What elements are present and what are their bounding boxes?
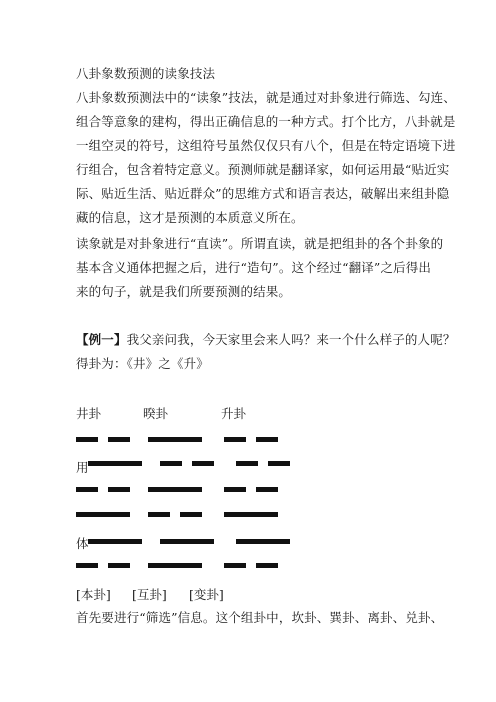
yin-line-segment bbox=[76, 487, 98, 492]
label-hu: [互卦] bbox=[132, 587, 167, 602]
yin-line-segment bbox=[108, 487, 130, 492]
yang-line bbox=[76, 512, 130, 517]
final-paragraph-line: 首先要进行“筛选”信息。这个组卦中，坎卦、巽卦、离卦、兑卦、 bbox=[76, 610, 444, 625]
body-marker: 体 bbox=[76, 536, 89, 551]
paragraph-line: 一组空灵的符号，这组符号虽然仅仅只有八个，但是在特定语境下进 bbox=[76, 138, 456, 153]
paragraph-line: 基本含义通体把握之后，进行“造句”。这个经过“翻译”之后得出 bbox=[76, 260, 432, 275]
yang-line bbox=[88, 539, 142, 544]
yin-line-segment bbox=[268, 461, 290, 466]
label-bian: [变卦] bbox=[189, 587, 224, 602]
yang-line bbox=[88, 461, 142, 466]
yin-line-segment bbox=[108, 563, 130, 568]
yin-line-segment bbox=[108, 437, 130, 442]
hex-name-bian: 升卦 bbox=[221, 406, 247, 421]
use-marker: 用 bbox=[76, 460, 89, 475]
yang-line bbox=[148, 487, 202, 492]
yin-line-segment bbox=[76, 437, 98, 442]
yin-line-segment bbox=[224, 563, 246, 568]
paragraph-line: 来的句子，就是我们所要预测的结果。 bbox=[76, 284, 292, 299]
yin-line-segment bbox=[256, 487, 278, 492]
yin-line-segment bbox=[76, 563, 98, 568]
paragraph-line: 八卦象数预测法中的“读象”技法，就是通过对卦象进行筛选、勾连、 bbox=[76, 90, 456, 105]
yin-line-segment bbox=[192, 461, 214, 466]
paragraph-line: 藏的信息，这才是预测的本质意义所在。 bbox=[76, 210, 304, 225]
yang-line bbox=[148, 437, 202, 442]
label-ben: [本卦] bbox=[76, 587, 111, 602]
yin-line-segment bbox=[160, 461, 182, 466]
example-question-text: 我父亲问我，今天家里会来人吗？来一个什么样子的人呢？ bbox=[126, 332, 456, 347]
yin-line-segment bbox=[224, 437, 246, 442]
example-result: 得卦为：《井》之《升》 bbox=[76, 356, 209, 371]
yang-line bbox=[224, 512, 278, 517]
yin-line-segment bbox=[256, 437, 278, 442]
doc-title: 八卦象数预测的读象技法 bbox=[76, 66, 216, 81]
paragraph-line: 读象就是对卦象进行“直读”。所谓直读，就是把组卦的各个卦象的 bbox=[76, 236, 444, 251]
yin-line-segment bbox=[180, 512, 202, 517]
yang-line bbox=[236, 539, 290, 544]
yin-line-segment bbox=[224, 487, 246, 492]
hex-name-hu: 暌卦 bbox=[143, 406, 169, 421]
paragraph-line: 组合等意象的建构，得出正确信息的一种方式。打个比方，八卦就是 bbox=[76, 114, 456, 129]
example-tag: 【例一】 bbox=[76, 332, 127, 347]
example-question bbox=[76, 332, 456, 348]
yang-line bbox=[148, 563, 202, 568]
paragraph-line: 行组合，包含着特定意义。预测师就是翻译家，如何运用最“贴近实 bbox=[76, 162, 450, 177]
hex-name-ben: 井卦 bbox=[76, 406, 102, 421]
yin-line-segment bbox=[148, 512, 170, 517]
paragraph-line: 际、贴近生活、贴近群众”的思维方式和语言表达，破解出来组卦隐 bbox=[76, 186, 450, 201]
yin-line-segment bbox=[256, 563, 278, 568]
yang-line bbox=[160, 539, 214, 544]
yin-line-segment bbox=[236, 461, 258, 466]
